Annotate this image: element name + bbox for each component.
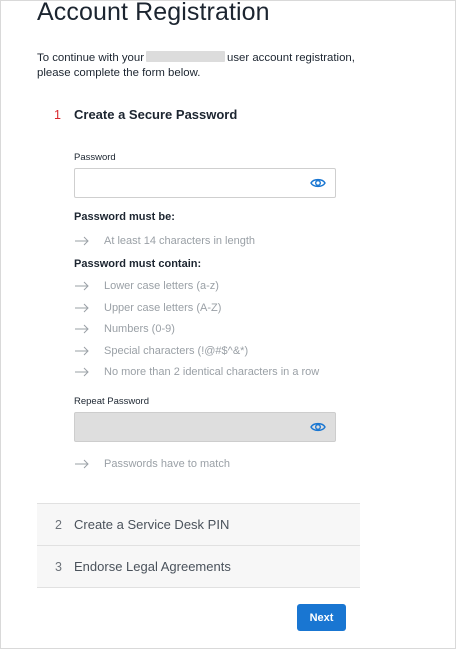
rule-text: At least 14 characters in length [104, 235, 256, 247]
eye-icon[interactable] [310, 177, 326, 189]
repeat-password-field [74, 412, 336, 442]
rule-identical [74, 365, 319, 379]
password-field [74, 168, 336, 198]
rule-lowercase [74, 279, 219, 293]
rule-text: Upper case letters (A-Z) [104, 302, 222, 314]
arrow-right-icon [74, 324, 90, 334]
must-contain-heading: Password must contain: [74, 258, 202, 270]
arrow-right-icon [74, 303, 90, 313]
arrow-right-icon [74, 236, 90, 246]
rule-special [74, 344, 248, 358]
rule-numbers [74, 322, 175, 336]
repeat-password-label: Repeat Password [74, 396, 149, 407]
page-title: Account Registration [37, 0, 270, 26]
intro-text [37, 51, 377, 81]
password-label: Password [74, 152, 116, 163]
step-1-number: 1 [54, 108, 61, 122]
rule-text: Special characters (!@#$^&*) [104, 345, 249, 357]
intro-suffix: user account registration, [227, 52, 355, 64]
step-3-number: 3 [55, 560, 62, 574]
step-2-title: Create a Service Desk PIN [74, 517, 230, 532]
rule-match [74, 457, 230, 471]
intro-line-1 [37, 51, 377, 66]
eye-icon[interactable] [310, 421, 326, 433]
password-input[interactable] [75, 169, 305, 197]
must-be-heading: Password must be: [74, 211, 175, 223]
arrow-right-icon [74, 367, 90, 377]
step-3-accordion[interactable] [37, 545, 360, 588]
rule-length [74, 234, 255, 248]
step-2-number: 2 [55, 518, 62, 532]
rule-text: Lower case letters (a-z) [104, 280, 219, 292]
rule-text: Passwords have to match [104, 458, 230, 470]
arrow-right-icon [74, 346, 90, 356]
next-button[interactable]: Next [297, 604, 346, 631]
rule-uppercase [74, 301, 221, 315]
step-2-accordion[interactable] [37, 503, 360, 546]
step-3-title: Endorse Legal Agreements [74, 559, 231, 574]
rule-text: Numbers (0-9) [104, 323, 175, 335]
arrow-right-icon [74, 459, 90, 469]
repeat-password-input[interactable] [75, 413, 305, 441]
intro-line-2: please complete the form below. [37, 67, 201, 79]
redacted-company-name [146, 51, 225, 62]
intro-prefix: To continue with your [37, 52, 145, 64]
rule-text: No more than 2 identical characters in a row [104, 366, 320, 378]
arrow-right-icon [74, 281, 90, 291]
step-1-title: Create a Secure Password [74, 107, 238, 122]
